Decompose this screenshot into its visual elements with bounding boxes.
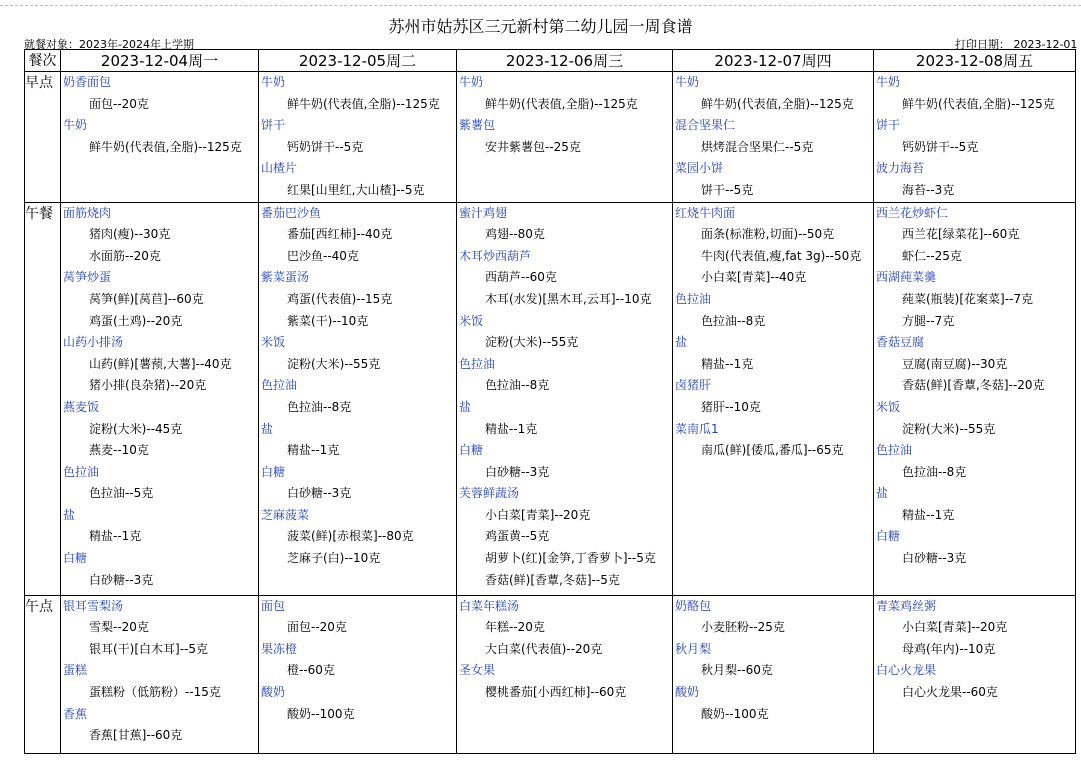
dish-name: 米饭 xyxy=(876,399,901,414)
ingredient: 精盐--1克 xyxy=(701,356,754,371)
ingredient: 小白菜[青菜]--20克 xyxy=(902,620,1008,635)
ingredient: 鲜牛奶(代表值,全脂)--125克 xyxy=(89,139,242,154)
ingredient: 精盐--1克 xyxy=(89,529,142,544)
ingredient: 饼干--5克 xyxy=(701,182,754,197)
ingredient: 安井紫薯包--25克 xyxy=(485,139,581,154)
ingredient: 白砂糖--3克 xyxy=(89,572,154,587)
dish-name: 果冻橙 xyxy=(261,641,298,656)
day-cell xyxy=(259,72,457,203)
meal-column-header: 餐次 xyxy=(25,50,61,72)
ingredient: 鸡蛋(代表值)--15克 xyxy=(287,291,393,306)
ingredient: 白砂糖--3克 xyxy=(485,464,550,479)
ingredient: 白砂糖--3克 xyxy=(902,551,967,566)
dish-name: 香菇豆腐 xyxy=(876,335,925,350)
dish-name: 青菜鸡丝粥 xyxy=(876,598,937,613)
ingredient: 鲜牛奶(代表值,全脂)--125克 xyxy=(701,96,854,111)
dish-name: 牛奶 xyxy=(459,75,484,89)
dish-name: 白糖 xyxy=(261,464,286,479)
meal-label: 午点 xyxy=(25,595,61,753)
ingredient: 牛肉(代表值,瘦,fat 3g)--50克 xyxy=(701,248,862,263)
dish-name: 牛奶 xyxy=(63,118,88,133)
ingredient: 南瓜(鲜)[倭瓜,番瓜]--65克 xyxy=(701,443,844,458)
ingredient: 方腿--7克 xyxy=(902,313,955,328)
ingredient: 山药(鲜)[薯蓣,大薯]--40克 xyxy=(89,356,232,371)
ingredient: 番茄[西红柿]--40克 xyxy=(287,227,393,242)
dish-name: 白菜年糕汤 xyxy=(459,598,520,613)
dish-name: 紫菜蛋汤 xyxy=(261,270,310,285)
ingredient: 雪梨--20克 xyxy=(89,620,149,635)
day-header: 2023-12-07周四 xyxy=(673,50,874,72)
dish-name: 色拉油 xyxy=(459,356,496,371)
ingredient: 色拉油--8克 xyxy=(902,464,967,479)
dish-name: 米饭 xyxy=(459,313,484,328)
ingredient: 精盐--1克 xyxy=(902,507,955,522)
ingredient: 小白菜[青菜]--20克 xyxy=(485,507,591,522)
menu-body xyxy=(25,72,1076,754)
dish-name: 饼干 xyxy=(261,118,286,133)
dish-name: 香蕉 xyxy=(63,706,88,721)
ingredient: 鸡蛋(土鸡)--20克 xyxy=(89,313,183,328)
dish-name: 蛋糕 xyxy=(63,663,88,678)
ingredient: 年糕--20克 xyxy=(485,620,545,635)
day-cell xyxy=(874,72,1076,203)
ingredient: 鲜牛奶(代表值,全脂)--125克 xyxy=(287,96,440,111)
ingredient: 虾仁--25克 xyxy=(902,248,962,263)
dish-name: 白心火龙果 xyxy=(876,663,937,678)
dish-name: 酸奶 xyxy=(675,684,700,699)
header-row xyxy=(25,50,1076,72)
ingredient: 面包--20克 xyxy=(89,96,149,111)
dish-name: 奶香面包 xyxy=(63,75,112,89)
dish-name: 盐 xyxy=(63,507,76,522)
dish-name: 山楂片 xyxy=(261,161,298,176)
ingredient: 小麦胚粉--25克 xyxy=(701,620,785,635)
dish-name: 色拉油 xyxy=(876,443,913,458)
day-header: 2023-12-05周二 xyxy=(259,50,457,72)
meal-label: 早点 xyxy=(25,72,61,203)
day-cell xyxy=(259,595,457,753)
ingredient: 钙奶饼干--5克 xyxy=(902,139,979,154)
ingredient: 小白菜[青菜]--40克 xyxy=(701,270,807,285)
dish-name: 色拉油 xyxy=(63,464,100,479)
day-cell xyxy=(61,72,259,203)
day-header: 2023-12-08周五 xyxy=(874,50,1076,72)
dish-name: 面包 xyxy=(261,598,286,613)
dish-name: 盐 xyxy=(675,335,688,350)
day-cell xyxy=(673,72,874,203)
day-header: 2023-12-04周一 xyxy=(61,50,259,72)
dish-name: 白糖 xyxy=(876,529,901,544)
ingredient: 樱桃番茄[小西红柿]--60克 xyxy=(485,684,627,699)
ingredient: 莴笋(鲜)[莴苣]--60克 xyxy=(89,291,204,306)
ingredient: 香蕉[甘蕉]--60克 xyxy=(89,728,183,743)
ingredient: 西兰花[绿菜花]--60克 xyxy=(902,227,1020,242)
dish-name: 牛奶 xyxy=(261,75,286,89)
meal-row xyxy=(25,72,1076,203)
top-divider xyxy=(0,5,1081,6)
ingredient: 色拉油--8克 xyxy=(287,399,352,414)
dish-name: 盐 xyxy=(459,399,472,414)
ingredient: 精盐--1克 xyxy=(287,443,340,458)
day-cell xyxy=(874,202,1076,595)
ingredient: 银耳(干)[白木耳]--5克 xyxy=(89,641,209,656)
ingredient: 胡萝卜(红)[金笋,丁香萝卜]--5克 xyxy=(485,551,656,566)
ingredient: 芝麻子(白)--10克 xyxy=(287,551,381,566)
day-cell xyxy=(457,202,673,595)
ingredient: 海苔--3克 xyxy=(902,182,955,197)
day-cell xyxy=(259,202,457,595)
dish-name: 芝麻菠菜 xyxy=(261,507,310,522)
dish-name: 色拉油 xyxy=(675,291,712,306)
ingredient: 烘烤混合坚果仁--5克 xyxy=(701,139,814,154)
target-label: 就餐对象：2023年-2024年上学期 xyxy=(24,38,194,51)
ingredient: 猪肉(瘦)--30克 xyxy=(89,227,171,242)
dish-name: 牛奶 xyxy=(675,75,700,89)
ingredient: 淀粉(大米)--55克 xyxy=(902,421,996,436)
dish-name: 菜南瓜1 xyxy=(675,421,719,436)
dish-name: 米饭 xyxy=(261,335,286,350)
ingredient: 香菇(鲜)[香蕈,冬菇]--5克 xyxy=(485,572,620,587)
dish-name: 饼干 xyxy=(876,118,901,133)
day-cell xyxy=(457,72,673,203)
dish-name: 盐 xyxy=(876,486,889,501)
ingredient: 红果[山里红,大山楂]--5克 xyxy=(287,182,425,197)
day-cell xyxy=(61,595,259,753)
day-cell xyxy=(874,595,1076,753)
ingredient: 白心火龙果--60克 xyxy=(902,684,998,699)
ingredient: 紫菜(干)--10克 xyxy=(287,313,369,328)
dish-name: 山药小排汤 xyxy=(63,335,124,350)
ingredient: 燕麦--10克 xyxy=(89,443,149,458)
menu-table xyxy=(24,49,1076,754)
ingredient: 色拉油--5克 xyxy=(89,486,154,501)
ingredient: 秋月梨--60克 xyxy=(701,663,773,678)
day-header: 2023-12-06周三 xyxy=(457,50,673,72)
day-cell xyxy=(61,202,259,595)
dish-name: 番茄巴沙鱼 xyxy=(261,205,322,220)
dish-name: 面筋烧肉 xyxy=(63,205,112,220)
dish-name: 波力海苔 xyxy=(876,161,925,176)
ingredient: 色拉油--8克 xyxy=(485,378,550,393)
dish-name: 红烧牛肉面 xyxy=(675,205,736,220)
dish-name: 西兰花炒虾仁 xyxy=(876,205,949,220)
ingredient: 面包--20克 xyxy=(287,620,347,635)
ingredient: 面条(标准粉,切面)--50克 xyxy=(701,227,835,242)
dish-name: 酸奶 xyxy=(261,684,286,699)
dish-name: 燕麦饭 xyxy=(63,399,100,414)
ingredient: 淀粉(大米)--55克 xyxy=(287,356,381,371)
dish-name: 白糖 xyxy=(459,443,484,458)
ingredient: 菠菜(鲜)[赤根菜]--80克 xyxy=(287,529,414,544)
dish-name: 混合坚果仁 xyxy=(675,118,736,133)
ingredient: 精盐--1克 xyxy=(485,421,538,436)
ingredient: 酸奶--100克 xyxy=(701,706,769,721)
dish-name: 色拉油 xyxy=(261,378,298,393)
meal-label: 午餐 xyxy=(25,202,61,595)
ingredient: 淀粉(大米)--45克 xyxy=(89,421,183,436)
ingredient: 蛋糕粉（低筋粉）--15克 xyxy=(89,684,221,699)
ingredient: 鲜牛奶(代表值,全脂)--125克 xyxy=(902,96,1055,111)
ingredient: 白砂糖--3克 xyxy=(287,486,352,501)
dish-name: 白糖 xyxy=(63,551,88,566)
ingredient: 巴沙鱼--40克 xyxy=(287,248,359,263)
ingredient: 酸奶--100克 xyxy=(287,706,355,721)
dish-name: 芙蓉鲜蔬汤 xyxy=(459,486,520,501)
ingredient: 鲜牛奶(代表值,全脂)--125克 xyxy=(485,96,638,111)
dish-name: 圣女果 xyxy=(459,663,496,678)
print-date: 打印日期： 2023-12-01 xyxy=(955,38,1078,51)
ingredient: 鸡翅--80克 xyxy=(485,227,545,242)
dish-name: 盐 xyxy=(261,421,274,436)
dish-name: 银耳雪梨汤 xyxy=(63,598,124,613)
dish-name: 西湖莼菜羹 xyxy=(876,270,937,285)
ingredient: 猪肝--10克 xyxy=(701,399,761,414)
dish-name: 木耳炒西葫芦 xyxy=(459,248,532,263)
dish-name: 蜜汁鸡翅 xyxy=(459,205,508,220)
ingredient: 香菇(鲜)[香蕈,冬菇]--20克 xyxy=(902,378,1045,393)
ingredient: 鸡蛋黄--5克 xyxy=(485,529,550,544)
dish-name: 紫薯包 xyxy=(459,118,496,133)
ingredient: 淀粉(大米)--55克 xyxy=(485,335,579,350)
day-cell xyxy=(673,595,874,753)
dish-name: 菜园小饼 xyxy=(675,161,724,176)
page-title: 苏州市姑苏区三元新村第二幼儿园一周食谱 xyxy=(388,17,693,36)
day-cell xyxy=(457,595,673,753)
day-cell xyxy=(673,202,874,595)
meal-row xyxy=(25,595,1076,753)
ingredient: 母鸡(年内)--10克 xyxy=(902,641,996,656)
ingredient: 豆腐(南豆腐)--30克 xyxy=(902,356,1008,371)
dish-name: 奶酪包 xyxy=(675,598,712,613)
meal-row xyxy=(25,202,1076,595)
dish-name: 莴笋炒蛋 xyxy=(63,270,112,285)
dish-name: 卤猪肝 xyxy=(675,378,712,393)
dish-name: 秋月梨 xyxy=(675,641,712,656)
ingredient: 水面筋--20克 xyxy=(89,248,161,263)
ingredient: 莼菜(瓶装)[花案菜]--7克 xyxy=(902,291,1034,306)
ingredient: 西葫芦--60克 xyxy=(485,270,557,285)
dish-name: 牛奶 xyxy=(876,75,901,89)
ingredient: 木耳(水发)[黑木耳,云耳]--10克 xyxy=(485,291,652,306)
ingredient: 大白菜(代表值)--20克 xyxy=(485,641,603,656)
ingredient: 色拉油--8克 xyxy=(701,313,766,328)
ingredient: 橙--60克 xyxy=(287,663,335,678)
ingredient: 钙奶饼干--5克 xyxy=(287,139,364,154)
ingredient: 猪小排(良杂猪)--20克 xyxy=(89,378,207,393)
